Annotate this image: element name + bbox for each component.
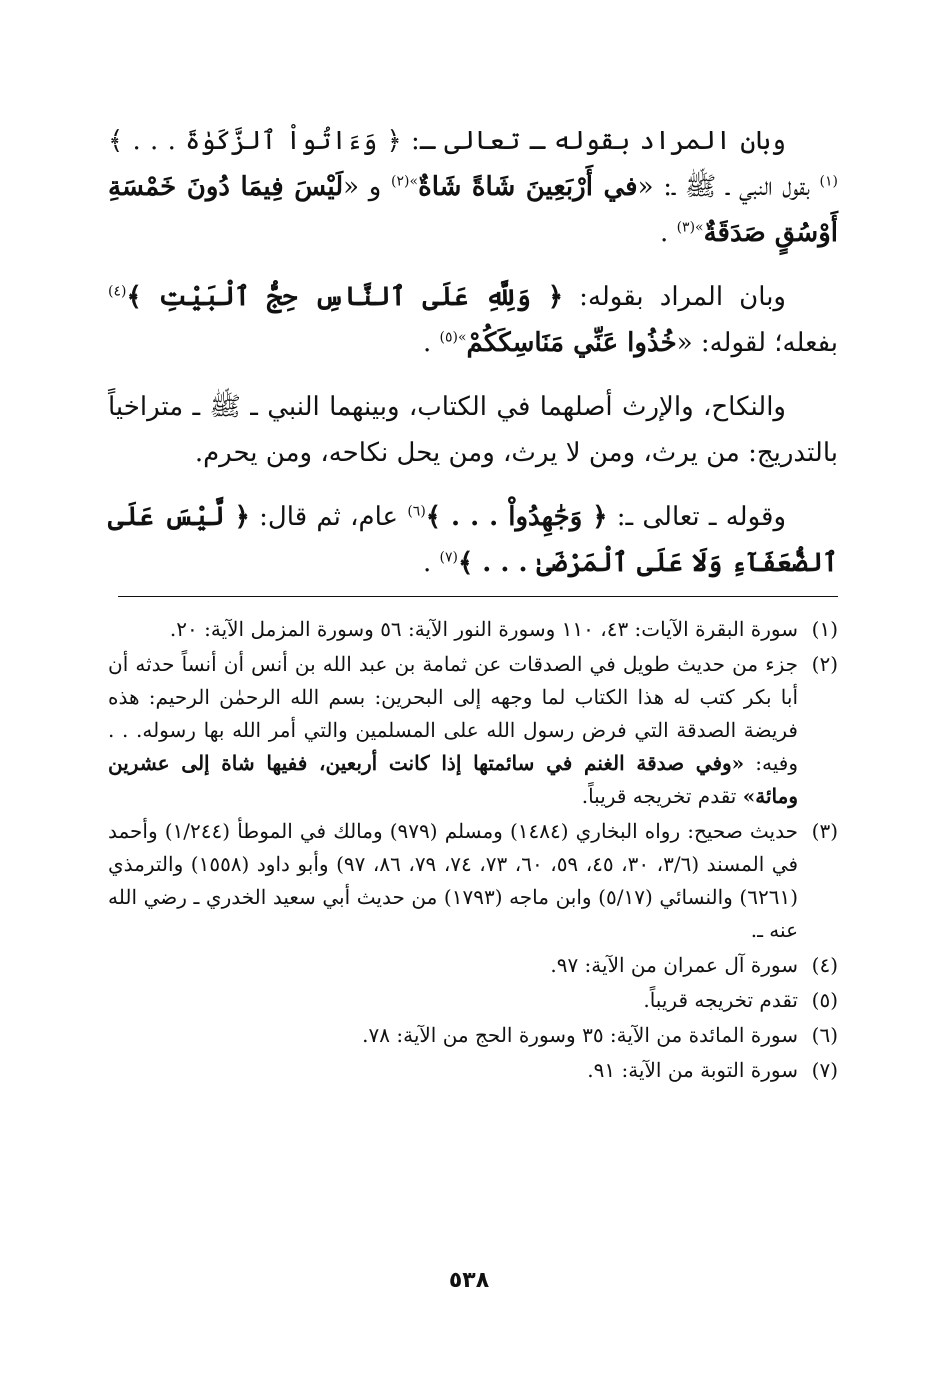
- paragraph-2: [108, 274, 838, 366]
- footnote-text: حديث صحيح: رواه البخاري (١٤٨٤) ومسلم (٩٧٩) ومالك في الموطأ (١/٢٤٤) وأحمد في المسند (٣/٦، ٣٠، ٤٥، ٥٩، ٦٠، ٧٣، ٧٤، ٧٩، ٨٦، ٩٧) وأبو داود (١٥٥٨) والترمذي (٦٢٦١) والنسائي (٥/١٧) وابن ماجه (١٧٩٣) من حديث أبي سعيد الخدري ـ رضي الله عنه ـ.: [108, 819, 799, 942]
- hadith-3: خُذُوا عَنِّي مَنَاسِكَكُمْ: [466, 328, 677, 358]
- footnote-5: [108, 984, 838, 1017]
- p1-and: و «: [343, 172, 392, 202]
- footnote-6: [108, 1019, 838, 1052]
- verse-hajj: ﴿ وَلِلَّهِ عَلَى ٱلنَّاسِ حِجُّ ٱلْبَيْتِ ﴾: [126, 282, 564, 312]
- footnote-2-part-c: تقدم تخريجه قريباً.: [581, 784, 743, 808]
- footnote-7: [108, 1054, 838, 1087]
- footnote-number: (٢): [811, 652, 838, 676]
- footnote-text: سورة المائدة من الآية: ٣٥ وسورة الحج من الآية: ٧٨.: [362, 1023, 798, 1047]
- footnote-text: سورة آل عمران من الآية: ٩٧.: [550, 953, 798, 977]
- footnote-number: (٥): [811, 988, 838, 1012]
- hadith-2: لَيْسَ فِيمَا دُونَ خَمْسَةِ أَوْسُقٍ صَدَقَةٌ: [108, 172, 838, 248]
- page-number: ٥٣٨: [448, 1268, 490, 1293]
- footnote-number: (٣): [811, 819, 838, 843]
- footnote-2: [108, 648, 838, 813]
- footnote-ref-5: »(٥): [439, 329, 467, 346]
- footnote-4: [108, 949, 838, 982]
- verse-jihad: ﴿ وَجَٰهِدُواْ . . . ﴾: [425, 502, 608, 532]
- p4-mid: عام، ثم قال:: [249, 502, 408, 532]
- footnote-text: سورة التوبة من الآية: ٩١.: [587, 1058, 798, 1082]
- paragraph-4: [108, 494, 838, 586]
- footnote-ref-1: (١): [819, 173, 839, 190]
- footnotes: [108, 613, 838, 1087]
- footnote-number: (٧): [811, 1058, 838, 1082]
- footnote-ref-4: (٤): [108, 283, 127, 300]
- footnote-ref-6: (٦): [407, 503, 426, 520]
- footnote-number: (٤): [811, 953, 838, 977]
- paragraph-1: [108, 118, 838, 256]
- footnote-ref-3: »(٣): [676, 219, 704, 236]
- footnote-number: (١): [811, 617, 838, 641]
- p4-intro: وقوله ـ تعالى ـ:: [607, 502, 787, 532]
- footnote-2-hadith: «وفي صدقة الغنم في سائمتها إذا كانت أربعين، ففيها شاة إلى عشرين ومائة»: [108, 751, 798, 808]
- hadith-1: في أَرْبَعِينَ شَاةً شَاةٌ: [418, 172, 638, 202]
- main-text: [108, 118, 838, 586]
- page-body: [108, 118, 838, 1089]
- p4-end: .: [423, 548, 440, 578]
- footnote-text: [108, 648, 798, 813]
- p2-intro: وبان المراد بقوله:: [563, 282, 786, 312]
- verse-weak: ﴿ لَّيْسَ عَلَى ٱلضُّعَفَآءِ وَلَا عَلَى ٱلْمَرْضَىٰ . . . ﴾: [108, 502, 838, 578]
- footnote-ref-2: »(٢): [391, 173, 419, 190]
- footnote-text: تقدم تخريجه قريباً.: [643, 988, 798, 1012]
- p1-intro: وبان المراد بقوله ـ تعالى ـ: ﴿ وَءَاتُواْ ٱلزَّكَوٰةَ . . . ﴾: [108, 126, 786, 156]
- p2-mid: بفعله؛ لقوله: «: [676, 328, 838, 358]
- p1-end: .: [660, 218, 677, 248]
- footnote-number: (٦): [811, 1023, 838, 1047]
- footnote-ref-7: (٧): [439, 549, 459, 566]
- paragraph-3: والنكاح، والإرث أصلهما في الكتاب، وبينهما النبي ـ ﷺ ـ متراخياً بالتدريج: من يرث، ومن لا يرث، ومن يحل نكاحه، ومن يحرم.: [108, 392, 838, 468]
- footnote-2-part-a: جزء من حديث طويل في الصدقات عن ثمامة بن عبد الله بن أنس أن أنساً حدثه أن أبا بكر كتب له هذا الكتاب لما وجهه إلى البحرين: بسم الله الرحمٰن الرحيم: هذه فريضة الصدقة التي فرض رسول الله على المسلمين والتي أمر الله بها رسوله. . . وفيه:: [108, 652, 798, 775]
- footnote-3: [108, 815, 838, 947]
- footnote-1: [108, 613, 838, 646]
- footnote-divider: [118, 596, 838, 597]
- p2-end: .: [422, 328, 440, 358]
- footnote-text: سورة البقرة الآيات: ٤٣، ١١٠ وسورة النور الآية: ٥٦ وسورة المزمل الآية: ٢٠.: [169, 617, 798, 641]
- p1-prophet: بقول النبي ـ ﷺ ـ: «: [637, 172, 820, 202]
